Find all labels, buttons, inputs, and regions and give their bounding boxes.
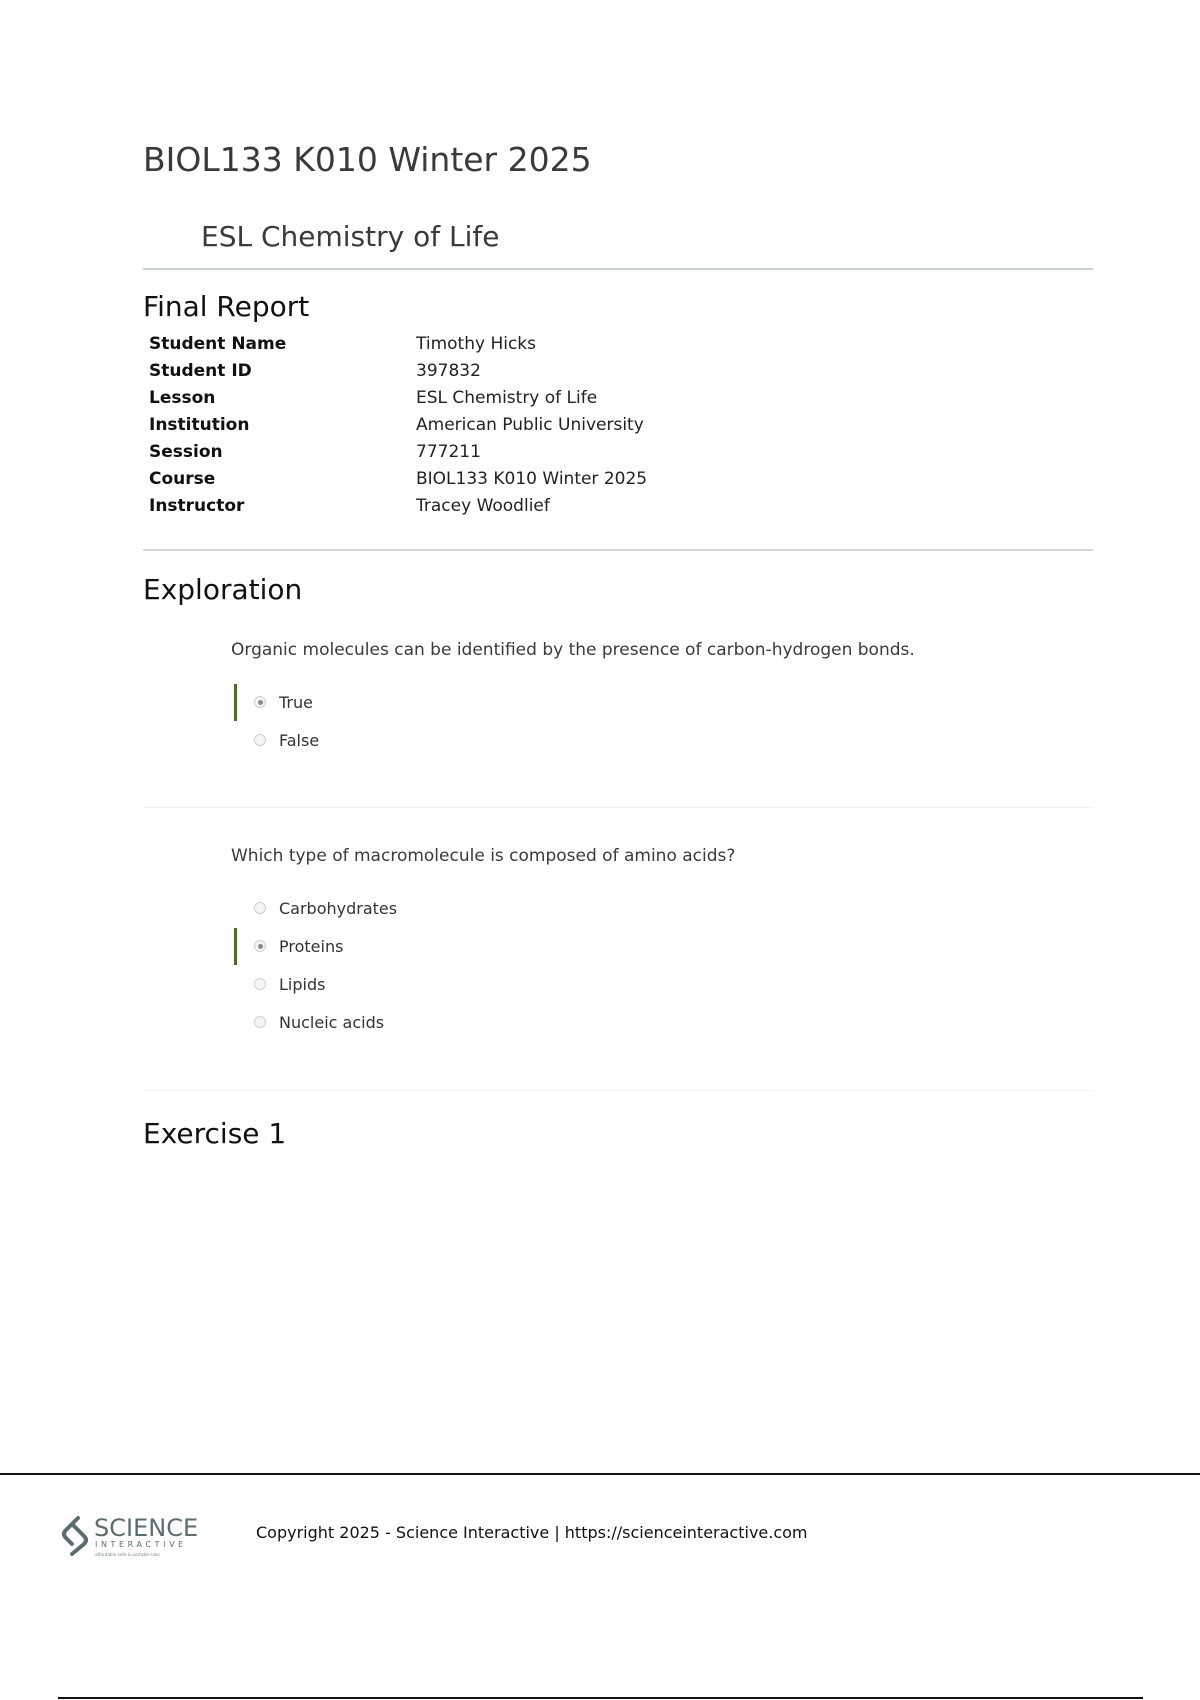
footer-divider xyxy=(0,1473,1200,1475)
radio-button[interactable] xyxy=(254,902,266,914)
option-label: True xyxy=(279,692,313,712)
info-value: BIOL133 K010 Winter 2025 xyxy=(416,468,648,489)
student-info-table xyxy=(149,330,647,519)
option-proteins[interactable] xyxy=(234,927,734,965)
option-label: Nucleic acids xyxy=(279,1012,385,1032)
info-row-course xyxy=(149,465,647,492)
info-value: 397832 xyxy=(416,360,481,381)
info-value: ESL Chemistry of Life xyxy=(416,387,598,408)
option-label: False xyxy=(279,730,320,750)
radio-button[interactable] xyxy=(254,1016,266,1028)
option-lipids[interactable] xyxy=(234,965,734,1003)
option-label: Carbohydrates xyxy=(279,898,398,918)
radio-button[interactable] xyxy=(254,734,266,746)
info-label: Student ID xyxy=(149,360,252,381)
footer-copyright: Copyright 2025 - Science Interactive | https://scienceinteractive.com xyxy=(256,1523,808,1542)
question-text: Organic molecules can be identified by the presence of carbon-hydrogen bonds. xyxy=(231,640,915,660)
course-title: BIOL133 K010 Winter 2025 xyxy=(143,140,592,179)
option-label: Lipids xyxy=(279,974,326,994)
radio-button[interactable] xyxy=(254,978,266,990)
option-carbohydrates[interactable] xyxy=(234,889,734,927)
logo-subtext: INTERACTIVE xyxy=(95,1540,187,1549)
exploration-heading: Exploration xyxy=(143,573,303,606)
info-label: Institution xyxy=(149,414,250,435)
info-label: Lesson xyxy=(149,387,216,408)
option-label: Proteins xyxy=(279,936,344,956)
bottom-border xyxy=(58,1697,1143,1699)
radio-button-selected[interactable] xyxy=(254,940,266,952)
logo-text: SCIENCE xyxy=(94,1514,199,1542)
option-false[interactable] xyxy=(234,721,734,759)
lesson-title: ESL Chemistry of Life xyxy=(201,220,500,253)
info-value: 777211 xyxy=(416,441,481,462)
info-value: American Public University xyxy=(416,414,644,435)
info-row-session xyxy=(149,438,647,465)
info-label: Student Name xyxy=(149,333,287,354)
info-row-institution xyxy=(149,411,647,438)
info-row-student-name xyxy=(149,330,647,357)
section-divider xyxy=(143,549,1093,551)
question-1-options xyxy=(234,683,734,759)
info-value: Timothy Hicks xyxy=(416,333,537,354)
info-label: Course xyxy=(149,468,216,489)
logo-tagline: affordable safe & portable labs xyxy=(95,1552,160,1557)
question-2-options xyxy=(234,889,734,1041)
radio-button-selected[interactable] xyxy=(254,696,266,708)
exercise-heading: Exercise 1 xyxy=(143,1117,287,1150)
info-row-instructor xyxy=(149,492,647,519)
final-report-heading: Final Report xyxy=(143,290,310,323)
question-divider xyxy=(143,807,1093,808)
info-label: Session xyxy=(149,441,223,462)
question-text: Which type of macromolecule is composed of amino acids? xyxy=(231,846,736,866)
info-row-lesson xyxy=(149,384,647,411)
option-true[interactable] xyxy=(234,683,734,721)
info-value: Tracey Woodlief xyxy=(416,495,550,516)
header-divider xyxy=(143,268,1093,270)
section-divider xyxy=(143,1090,1093,1091)
option-nucleic-acids[interactable] xyxy=(234,1003,734,1041)
info-row-student-id xyxy=(149,357,647,384)
science-interactive-logo xyxy=(58,1512,213,1560)
info-label: Instructor xyxy=(149,495,245,516)
